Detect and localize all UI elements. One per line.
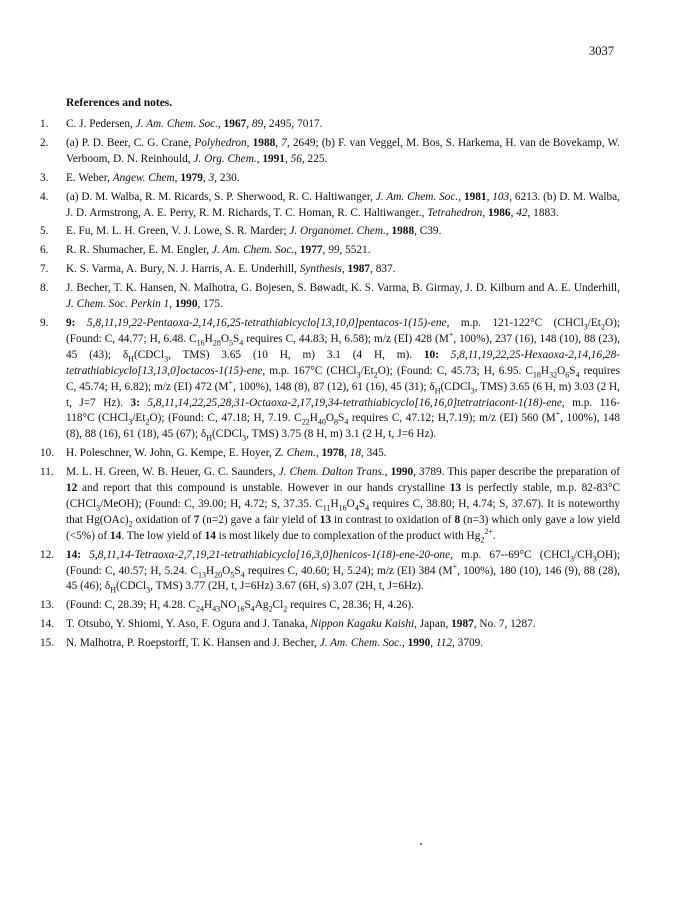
reference-text-part: +: [448, 330, 454, 340]
page-number: 3037: [589, 44, 614, 58]
references-list: [40, 117, 620, 655]
reference-text-part: , 1883.: [527, 206, 559, 219]
reference-text-part: 4: [250, 604, 255, 614]
reference-text-part: requires C, 40.60; H, 5.24); m/z (EI) 384 (M: [244, 564, 453, 577]
reference-text-part: S: [232, 332, 240, 345]
reference-item: [40, 636, 620, 652]
reference-item: [40, 117, 620, 133]
reference-text-part: , 100%), 148 (8), 87 (12), 61 (16), 45 (31); δ: [232, 380, 435, 393]
reference-text-part: 3: [242, 433, 247, 443]
reference-text-part: 13: [197, 569, 206, 579]
reference-text-part: Ag: [254, 599, 269, 612]
reference-text-part: J. Chem. Soc. Perkin 1: [66, 298, 170, 311]
reference-text-part: +: [228, 377, 233, 387]
reference-text-part: 22: [301, 417, 310, 427]
reference-text-part: O: [325, 412, 335, 425]
reference-text-part: (CDCl: [133, 348, 165, 361]
reference-text-part: ,: [458, 190, 464, 203]
reference-text-part: E. Weber,: [66, 171, 113, 184]
reference-text-part: 32: [549, 369, 558, 379]
reference-text-part: , 225.: [301, 152, 328, 165]
reference-text-part: T. Otsubo, Y. Shiomi, Y. Aso, F. Ogura and J. Tanaka,: [66, 618, 311, 631]
reference-text-part: 1981: [463, 190, 487, 203]
reference-text-part: ,: [246, 118, 252, 130]
reference-text-part: ,: [315, 447, 322, 460]
reference-text-part: , m.p. 167°C (CHCl: [262, 364, 357, 377]
reference-item: [40, 171, 620, 187]
reference-text-part: 3: [470, 385, 475, 395]
reference-text-part: 3:: [130, 396, 140, 409]
reference-text-part: ,: [402, 637, 408, 650]
reference-text: [66, 136, 620, 168]
reference-text: [66, 636, 620, 652]
reference-text: [66, 465, 620, 545]
reference-text-part: is most likely due to complexation of the product with Hg: [215, 529, 481, 542]
stray-mark: [420, 843, 422, 845]
reference-text-part: 16: [338, 503, 347, 513]
reference-text-part: H: [206, 433, 213, 443]
reference-text-part: 42: [516, 206, 528, 219]
reference-text-part: NO: [220, 599, 237, 612]
reference-item: [40, 316, 620, 443]
reference-text-part: . The low yield of: [121, 529, 205, 542]
reference-text-part: 4: [365, 503, 370, 513]
reference-text-part: 16: [196, 338, 205, 348]
reference-text-part: 3: [592, 553, 597, 563]
reference-text-part: 3: [356, 369, 361, 379]
reference-text-part: Tetrahedron: [427, 206, 483, 219]
reference-text-part: 2: [268, 604, 273, 614]
reference-text-part: R. R. Shumacher, E. M. Engler,: [66, 244, 212, 257]
reference-text-part: , 100%), 237 (16), 148 (10), 88 (23), 45 (43); δ: [66, 332, 620, 361]
reference-number: 13.: [40, 599, 55, 612]
reference-text-part: 5: [230, 569, 235, 579]
reference-text: [66, 598, 620, 614]
reference-text-part: , TMS) 3.77 (2H, t, J=6Hz) 3.67 (6H, s) 3.07 (2H, t, J=6Hz).: [150, 580, 424, 593]
reference-text-part: ,: [385, 225, 392, 238]
reference-text-part: Synthesis: [299, 263, 342, 276]
reference-number: 11.: [40, 466, 54, 479]
reference-text-part: , C39.: [414, 225, 442, 238]
reference-text-part: 1988: [252, 136, 276, 149]
reference-text-part: 3: [208, 171, 215, 184]
reference-text-part: 7: [193, 513, 200, 526]
reference-item: [40, 465, 620, 545]
reference-text: [66, 316, 620, 443]
reference-text-part: 4: [354, 503, 359, 513]
reference-text-part: , 175.: [197, 298, 223, 311]
reference-item: [40, 446, 620, 462]
reference-text-part: J. Org. Chem.: [193, 152, 257, 165]
reference-text-part: 99: [328, 244, 340, 257]
reference-text-part: 14:: [66, 548, 82, 561]
reference-text-part: 24: [195, 604, 204, 614]
reference-text-part: 2: [373, 369, 378, 379]
reference-item: [40, 598, 620, 614]
reference-text-part: /CH: [573, 548, 593, 561]
reference-text-part: 2: [145, 417, 150, 427]
reference-text-part: H: [204, 332, 213, 345]
reference-text-part: [439, 349, 451, 361]
reference-text-part: , 100%), 180 (10), 146 (9), 88 (28), 45 (46); δ: [66, 564, 620, 593]
reference-text-part: Cl: [272, 599, 284, 612]
reference-text-part: O: [557, 364, 566, 377]
reference-text-part: 9:: [66, 316, 76, 329]
reference-text-part: K. S. Varma, A. Bury, N. J. Harris, A. E. Underhill,: [66, 263, 300, 276]
reference-text-part: 1967: [223, 118, 247, 130]
reference-text-part: 1990: [174, 298, 198, 311]
reference-text-part: 2: [600, 322, 605, 332]
reference-text: [66, 262, 620, 278]
reference-text-part: requires C, 28.36; H, 4.26).: [287, 599, 414, 612]
reference-text-part: 89: [251, 118, 264, 130]
reference-item: [40, 262, 620, 278]
reference-text-part: , 230.: [214, 171, 240, 184]
reference-text-part: 5: [228, 338, 233, 348]
reference-text-part: S: [358, 497, 366, 510]
reference-text-part: C. J. Pedersen,: [66, 118, 136, 130]
reference-text-part: , 6213. (b) D. M. Walba, J. D. Armstrong, A. E. Perry, R. M. Richards, T. C. Homan, R. C. Haltiwanger.,: [66, 190, 620, 219]
reference-text-part: , TMS) 3.65 (10 H, m) 3.1 (4 H, m).: [168, 348, 424, 361]
reference-number: 14.: [40, 618, 55, 631]
reference-text-part: ,: [344, 447, 350, 460]
reference-number: 7.: [40, 263, 49, 276]
reference-text-part: H: [540, 364, 550, 377]
reference-text-part: 13: [449, 482, 461, 495]
reference-text-part: requires C, 38.80; H, 4.74; S, 37.67). It is noteworthy that Hg(OAc): [66, 497, 620, 526]
reference-text: [66, 548, 620, 596]
reference-text-part: ,: [430, 637, 436, 650]
reference-text-part: Polyhedron: [194, 136, 247, 149]
reference-text-part: ,: [169, 298, 175, 311]
reference-text-part: is perfectly stable, m.p. 82-83°C (CHCl: [66, 482, 620, 510]
reference-text-part: (Found: C, 28.39; H, 4.28. C: [66, 599, 196, 612]
reference-text-part: H: [330, 497, 339, 510]
reference-text-part: M. L. H. Green, W. B. Heuer, G. C. Saunders,: [66, 466, 279, 479]
reference-text-part: 5,8,11,19,22,25-Hexaoxa-2,14,16,28-tetrathiabicyclo[13,13,0]octacos-1(15)-ene: [66, 348, 620, 377]
reference-text-part: E. Fu, M. L. H. Green, V. J. Lowe, S. R. Marder;: [66, 225, 290, 238]
reference-text-part: 11: [322, 503, 331, 513]
reference-text-part: H: [434, 385, 441, 395]
reference-text-part: 4: [344, 417, 349, 427]
reference-text-part: , Japan,: [414, 618, 452, 631]
reference-text-part: 18: [349, 447, 362, 460]
reference-text-part: S: [244, 599, 251, 612]
reference-text-part: , m.p. 67--69°C (CHCl: [450, 548, 570, 561]
reference-text-part: 8: [454, 513, 461, 526]
reference-text-part: 112: [435, 637, 453, 650]
reference-text-part: 3: [164, 354, 169, 364]
reference-text-part: requires C, 47.12; H,7.19); m/z (EI) 560 (M: [348, 412, 556, 425]
reference-text-part: /MeOH); (Found: C, 39.00; H, 4.72; S, 37.35. C: [100, 497, 323, 510]
reference-text-part: (n=2) gave a fair yield of: [199, 513, 320, 526]
reference-text-part: O: [220, 332, 229, 345]
reference-text-part: 3: [128, 417, 133, 427]
reference-number: 15.: [40, 637, 55, 650]
reference-item: [40, 224, 620, 240]
reference-text-part: 16: [236, 604, 245, 614]
reference-text-part: ,: [217, 118, 224, 130]
reference-item: [40, 548, 620, 596]
reference-text-part: , 3709.: [452, 637, 484, 650]
reference-text-part: ,: [275, 136, 282, 149]
reference-text-part: (CDCl: [440, 380, 471, 393]
reference-text-part: J. Becher, T. K. Hansen, N. Malhotra, G. Bojesen, S. Bøwadt, K. S. Varma, B. Girmay, J. D. Kilburn and A. E. Underhill,: [66, 282, 620, 295]
reference-text-part: S: [569, 364, 576, 377]
reference-text-part: ,: [510, 206, 517, 219]
reference-text-part: 3: [146, 585, 151, 595]
reference-text-part: 1977: [299, 244, 323, 257]
reference-number: 10.: [40, 447, 55, 460]
reference-text-part: H: [203, 599, 213, 612]
reference-text-part: (a) D. M. Walba, R. M. Ricards, S. P. Sherwood, R. C. Haltiwanger,: [66, 190, 376, 203]
reference-text-part: 40: [317, 417, 326, 427]
reference-text-part: 3: [96, 503, 101, 513]
reference-text-part: (n=3) which only gave a low yield (<5%) of: [66, 513, 620, 542]
reference-number: 12.: [40, 548, 55, 561]
reference-text-part: H: [128, 354, 134, 364]
reference-text-part: 1990: [407, 637, 431, 650]
reference-text-part: 2: [480, 535, 485, 544]
reference-text-part: , m.p. 116-118°C (CHCl: [66, 396, 620, 425]
reference-text: [66, 190, 620, 222]
reference-text-part: 3: [583, 322, 588, 332]
reference-text-part: 12: [66, 482, 78, 495]
reference-text-part: 1988: [391, 225, 415, 238]
reference-text-part: 6: [565, 369, 570, 379]
reference-item: [40, 281, 620, 313]
reference-text-part: , 3789. This paper describe the preparation of: [413, 466, 620, 479]
reference-text-part: J. Organomet. Chem.: [289, 225, 386, 238]
reference-text-part: 1990: [390, 466, 414, 479]
reference-text-part: H. Poleschner, W. John, G. Kempe, E. Hoyer,: [66, 447, 275, 460]
reference-text-part: 5,8,11,14,22,25,28,31-Octaoxa-2,17,19,34-tetrathiabicyclo[16,16,0]tetratriacont-1(18)-ene: [147, 396, 562, 409]
reference-item: [40, 243, 620, 259]
reference-text-part: , 2495, 7017.: [263, 118, 323, 130]
reference-text-part: , 5521.: [339, 244, 371, 257]
reference-number: 5.: [40, 225, 49, 238]
reference-text-part: /Et: [587, 316, 601, 329]
reference-item: [40, 617, 620, 633]
reference-text-part: J. Am. Chem. Soc.: [211, 244, 295, 257]
reference-text-part: , 837.: [370, 263, 396, 276]
reference-text-part: (CDCl: [212, 428, 243, 441]
reference-text-part: 14: [110, 529, 122, 542]
reference-text-part: ,: [174, 171, 181, 184]
reference-text-part: 4: [240, 569, 245, 579]
reference-text-part: , No. 7, 1287.: [473, 618, 536, 631]
reference-number: 9.: [40, 316, 49, 329]
reference-text-part: J. Chem. Dalton Trans.: [278, 466, 385, 479]
reference-text-part: 103: [492, 190, 510, 203]
reference-text-part: 43: [212, 604, 221, 614]
reference-text-part: 5,8,11,14-Tetraoxa-2,7,19,21-tetrathiabicyclo[16,3,0]henicos-1(18)-ene-20-one: [89, 548, 451, 561]
reference-text-part: 10:: [423, 348, 439, 361]
reference-text-part: 7: [281, 136, 287, 149]
reference-text-part: 1991: [262, 152, 285, 165]
reference-text-part: , m.p. 121-122°C (CHCl: [446, 316, 584, 329]
reference-text: [66, 281, 620, 313]
reference-text-part: in contrast to oxidation of: [331, 513, 455, 526]
reference-text-part: +: [452, 561, 458, 571]
reference-text-part: , 100%), 148 (8), 88 (16), 61 (18), 45 (67); δ: [66, 412, 620, 441]
reference-text-part: /Et: [132, 412, 146, 425]
reference-text-part: 13: [319, 513, 331, 526]
reference-text-part: requires C, 45.74; H, 6.82); m/z (EI) 472 (M: [66, 364, 620, 393]
reference-text: [66, 243, 620, 259]
reference-text-part: J. Am. Chem. Soc.: [319, 637, 402, 650]
reference-text: [66, 171, 620, 187]
reference-text-part: ,: [384, 466, 391, 479]
reference-text-part: ,: [322, 244, 329, 257]
reference-text-part: 18: [532, 369, 541, 379]
reference-text-part: 1987: [347, 263, 371, 276]
reference-text-part: Nippon Kagaku Kaishi: [310, 618, 415, 631]
reference-text-part: , TMS) 3.75 (8 H, m) 3.1 (2 H, t, J=6 Hz).: [246, 428, 437, 441]
reference-text-part: H: [205, 564, 215, 577]
reference-text-part: /Et: [360, 364, 374, 377]
reference-text-part: ,: [294, 244, 300, 257]
reference-text-part: 2+: [484, 526, 493, 536]
reference-item: [40, 190, 620, 222]
reference-text-part: O: [222, 564, 231, 577]
reference-text-part: .: [492, 529, 496, 542]
reference-text-part: ,: [341, 263, 348, 276]
reference-text-part: J. Am. Chem. Soc.: [135, 118, 218, 130]
reference-text-part: H: [110, 585, 117, 595]
reference-number: 6.: [40, 244, 49, 257]
reference-text-part: S: [234, 564, 241, 577]
reference-text-part: 1987: [451, 618, 474, 631]
reference-text-part: 3: [569, 553, 574, 563]
reference-text-part: ,: [246, 136, 253, 149]
reference-text-part: O); (Found: C, 47.18; H, 7.19. C: [149, 412, 302, 425]
reference-text-part: 8: [334, 417, 339, 427]
reference-number: 4.: [40, 190, 49, 203]
reference-number: 2.: [40, 136, 49, 149]
reference-text-part: (CDCl: [116, 580, 147, 593]
reference-text-part: 1986: [487, 206, 511, 219]
reference-text-part: O: [346, 497, 355, 510]
reference-text-part: 1978: [321, 447, 345, 460]
reference-text-part: requires C, 44.83; H, 6.58); m/z (EI) 428 (M: [243, 332, 449, 345]
reference-text-part: ,: [486, 190, 493, 203]
reference-text-part: ,: [256, 152, 263, 165]
reference-text: [66, 617, 620, 633]
reference-text-part: 2: [128, 519, 133, 529]
reference-text-part: , 345.: [361, 447, 387, 460]
reference-text-part: ,: [284, 152, 291, 165]
reference-text-part: ,: [482, 206, 488, 219]
reference-number: 3.: [40, 171, 49, 184]
reference-text: [66, 446, 620, 462]
reference-text-part: and report that this compound is unstable. However in our hands crystalline: [77, 482, 450, 495]
reference-text-part: 4: [575, 369, 580, 379]
reference-text-part: O); (Found: C, 44.77; H, 6.48. C: [66, 316, 620, 345]
reference-text-part: OH); (Found: C, 40.57; H, 5.24. C: [66, 548, 620, 577]
reference-item: [40, 136, 620, 168]
reference-text-part: , TMS) 3.65 (6 H, m) 3.03 (2 H, t, J=7 Hz).: [66, 380, 621, 409]
reference-text-part: +: [555, 409, 561, 419]
reference-text-part: ,: [202, 171, 209, 184]
reference-text-part: 20: [214, 569, 223, 579]
reference-text-part: oxidation of: [132, 513, 194, 526]
reference-text-part: 14: [204, 529, 216, 542]
reference-text-part: O); (Found: C, 45.73; H, 6.95. C: [377, 364, 533, 377]
reference-text-part: H: [309, 412, 318, 425]
reference-text-part: 4: [239, 338, 244, 348]
references-heading: References and notes.: [66, 97, 173, 109]
reference-number: 1.: [40, 118, 49, 130]
reference-text-part: 1979: [180, 171, 203, 184]
reference-text-part: N. Malhotra, P. Roepstorff, T. K. Hansen and J. Becher,: [66, 637, 320, 650]
reference-text-part: Angew. Chem: [112, 171, 175, 184]
reference-number: 8.: [40, 282, 49, 295]
reference-text-part: (a) P. D. Beer, C. G. Crane,: [66, 136, 195, 149]
reference-text-part: S: [338, 412, 345, 425]
reference-text-part: 56: [290, 152, 302, 165]
reference-text: [66, 224, 620, 240]
reference-text-part: , 2649; (b) F. van Veggel, M. Bos, S. Harkema, H. van de Bovekamp, W. Verboom, D. N. Reinhould,: [66, 136, 621, 165]
reference-text-part: 2: [283, 604, 288, 614]
reference-text-part: [75, 317, 86, 329]
reference-text-part: 28: [212, 338, 221, 348]
reference-text-part: J. Am. Chem. Soc.: [375, 190, 459, 203]
reference-text-part: Z. Chem.: [274, 447, 316, 460]
reference-text-part: 5,8,11,19,22-Pentaoxa-2,14,16,25-tetrathiabicyclo[13,10,0]pentacos-1(15)-ene: [86, 316, 447, 329]
reference-text: [66, 117, 620, 133]
